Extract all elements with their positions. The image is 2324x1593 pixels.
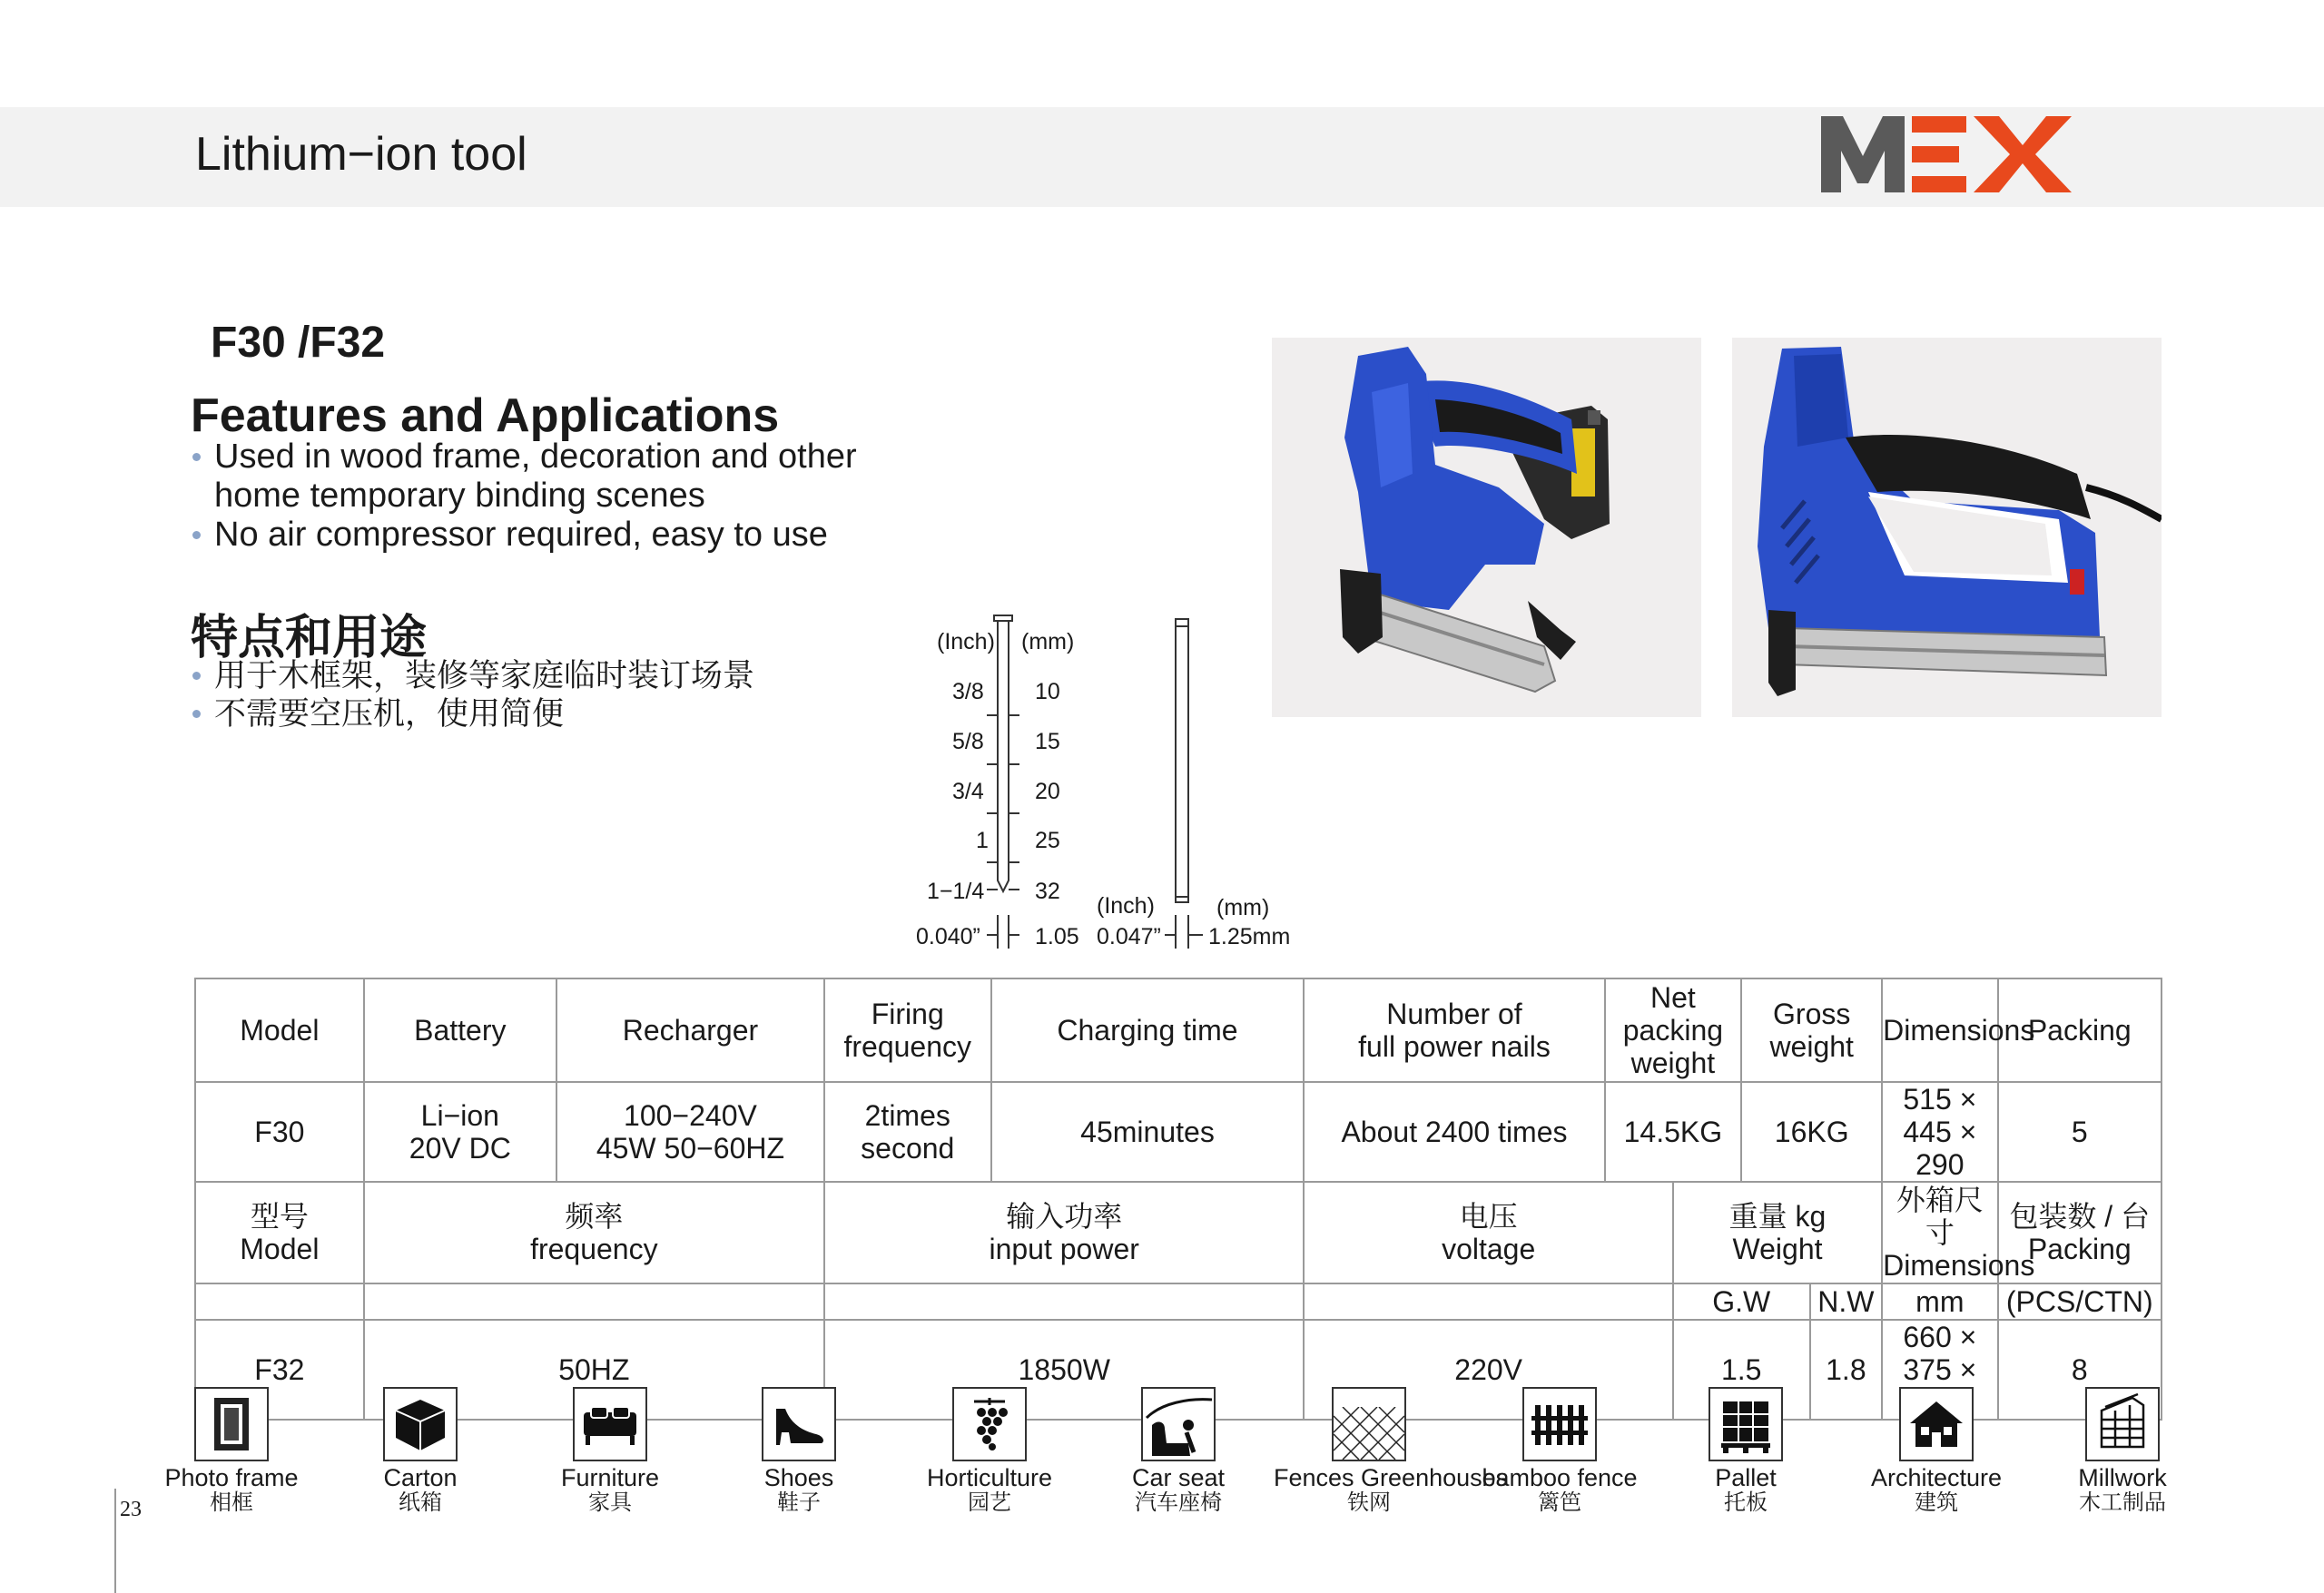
feature-cn-item: 用于木框架，装修等家庭临时装订场景 (192, 657, 754, 695)
electric-nailer-icon (1732, 338, 2162, 717)
f30-recharger: 100−240V 45W 50−60HZ (556, 1082, 824, 1182)
feature-item: No air compressor required, easy to use (192, 516, 857, 555)
f30-firing-frequency: 2times second (824, 1082, 991, 1182)
app-label-en: Shoes (763, 1464, 834, 1491)
app-architecture (1841, 1387, 2032, 1514)
f32-sub-gw: G.W (1673, 1283, 1810, 1320)
features-title: Features and Applications (191, 389, 780, 442)
brad-nail-shank (998, 621, 1009, 891)
app-label-en: bamboo fence (1482, 1464, 1638, 1491)
app-label-en: Pallet (1715, 1464, 1777, 1491)
app-label-zh: 纸箱 (399, 1490, 442, 1515)
features-cn-title: 特点和用途 (191, 611, 428, 665)
app-label-en: Horticulture (926, 1464, 1053, 1491)
f32-frequency: 50HZ (364, 1320, 824, 1420)
nail-mm-tick: 20 (1035, 779, 1060, 804)
shoes-icon (762, 1387, 836, 1461)
nail-inch-tick: 3/8 (952, 679, 984, 704)
app-label-en: Furniture (560, 1464, 660, 1491)
header-battery: Battery (364, 978, 556, 1082)
nail-mm-tick: 25 (1035, 828, 1060, 853)
app-bamboo-fence (1464, 1387, 1655, 1514)
page-title: Lithium−ion tool (195, 128, 527, 181)
header-packing: Packing (1998, 978, 2162, 1082)
f32-sub-nw: N.W (1810, 1283, 1883, 1320)
f32-nailer-photo (1732, 338, 2162, 717)
fence-icon (1332, 1387, 1406, 1461)
nail-mm-tick: 32 (1035, 879, 1060, 904)
staple-gauge-inch: 0.047” (1097, 924, 1161, 949)
header-model: Model (195, 978, 364, 1082)
f32-subheader-row (195, 1283, 2162, 1320)
header-firing-frequency: Firing frequency (824, 978, 991, 1082)
millwork-icon (2085, 1387, 2160, 1461)
header-dimensions: Dimensions (1882, 978, 1997, 1082)
f32-gw: 1.5 (1673, 1320, 1810, 1420)
applications-row (0, 1387, 2324, 1523)
app-fences-greenhouses (1274, 1387, 1509, 1515)
header-recharger: Recharger (556, 978, 824, 1082)
app-pallet (1650, 1387, 1841, 1514)
nail-gauge-inch: 0.040” (916, 924, 980, 949)
f32-voltage: 220V (1304, 1320, 1672, 1420)
nail-inch-tick: 1−1/4 (927, 879, 985, 904)
header-gross-weight: Gross weight (1741, 978, 1882, 1082)
spec-table (194, 978, 2162, 1421)
f32-nw: 1.8 (1810, 1320, 1883, 1420)
app-car-seat (1083, 1387, 1274, 1514)
app-label-en: Fences Greenhouses (1274, 1464, 1509, 1491)
app-label-en: Photo frame (164, 1464, 299, 1491)
f30-gross-weight: 16KG (1741, 1082, 1882, 1182)
app-horticulture (894, 1387, 1085, 1514)
app-photo-frame (136, 1387, 327, 1514)
app-millwork (2027, 1387, 2218, 1514)
nail-inch-tick: 1 (976, 828, 989, 853)
nail-inch-tick: 3/4 (952, 779, 984, 804)
feature-item: Used in wood frame, decoration and other home temporary binding scenes (192, 438, 857, 516)
f32-power: 1850W (824, 1320, 1304, 1420)
app-furniture (515, 1387, 705, 1514)
header-full-power-nails: Number of full power nails (1304, 978, 1604, 1082)
app-label-en: Car seat (1131, 1464, 1226, 1491)
app-label-zh: 家具 (588, 1490, 632, 1515)
furniture-icon (573, 1387, 647, 1461)
f32-model: F32 (195, 1320, 364, 1420)
f32-packing: 8 (1998, 1320, 2162, 1420)
app-label-zh: 托板 (1724, 1490, 1768, 1515)
bamboo-fence-icon (1522, 1387, 1597, 1461)
app-label-zh: 木工制品 (2079, 1490, 2166, 1515)
f30-full-power-nails: About 2400 times (1304, 1082, 1604, 1182)
f32-sub-pcs: (PCS/CTN) (1998, 1283, 2162, 1320)
app-label-zh: 建筑 (1915, 1490, 1958, 1515)
f32-dimensions: 660 × 375 × (1882, 1320, 1997, 1420)
f32-header-weight: 重量 kg Weight (1673, 1182, 1882, 1283)
f32-header-row (195, 1182, 2162, 1283)
f32-header-frequency: 频率 frequency (364, 1182, 824, 1283)
app-carton (325, 1387, 516, 1514)
app-label-zh: 汽车座椅 (1135, 1490, 1222, 1515)
f32-header-dimensions: 外箱尺寸 Dimensions (1883, 1184, 2035, 1282)
app-shoes (704, 1387, 894, 1514)
architecture-icon (1899, 1387, 1974, 1461)
f30-header-row (195, 978, 2162, 1082)
f32-header-model: 型号 Model (195, 1182, 364, 1283)
app-label-en: Millwork (2078, 1464, 2167, 1491)
f32-sub-mm: mm (1882, 1283, 1997, 1320)
f30-battery: Li−ion 20V DC (364, 1082, 556, 1182)
feature-cn-item: 不需要空压机，使用简便 (192, 695, 754, 733)
features-cn-list (192, 657, 754, 733)
mex-logo (1821, 113, 2072, 196)
f30-model: F30 (195, 1082, 364, 1182)
app-label-zh: 相框 (210, 1490, 253, 1515)
app-label-en: Carton (383, 1464, 458, 1491)
nail-inch-label: (Inch) (937, 629, 995, 654)
photo-frame-icon (194, 1387, 269, 1461)
nail-mm-tick: 15 (1035, 729, 1060, 754)
f30-charging-time: 45minutes (991, 1082, 1305, 1182)
f30-dimensions: 515 × 445 × 290 (1882, 1082, 1997, 1182)
cordless-nailer-icon (1272, 338, 1701, 717)
nail-mm-tick: 10 (1035, 679, 1060, 704)
nail-gauge-mm: 1.05 (1035, 924, 1079, 949)
f30-packing: 5 (1998, 1082, 2162, 1182)
app-label-en: Architecture (1870, 1464, 2003, 1491)
carton-icon (383, 1387, 458, 1461)
staple-mm-label: (mm) (1216, 895, 1270, 920)
header-net-weight: Net packing weight (1605, 978, 1742, 1082)
staple-gauge-mm: 1.25mm (1208, 924, 1291, 949)
page-number: 23 (120, 1498, 142, 1521)
page-margin-line (114, 1489, 116, 1593)
app-label-zh: 铁网 (1347, 1490, 1391, 1515)
app-label-zh: 鞋子 (777, 1490, 821, 1515)
header-charging-time: Charging time (991, 978, 1305, 1082)
model-title: F30 /F32 (211, 319, 386, 367)
f32-header-voltage: 电压 voltage (1304, 1182, 1672, 1283)
staple-inch-label: (Inch) (1097, 893, 1155, 919)
f30-data-row (195, 1082, 2162, 1182)
car-seat-icon (1141, 1387, 1216, 1461)
f30-net-weight: 14.5KG (1605, 1082, 1742, 1182)
horticulture-icon (952, 1387, 1027, 1461)
f32-header-packing: 包装数 / 台 Packing (1998, 1182, 2162, 1283)
nail-size-diagram (903, 608, 1312, 962)
f32-header-power: 输入功率 input power (824, 1182, 1304, 1283)
f30-nailer-photo (1272, 338, 1701, 717)
nail-mm-label: (mm) (1021, 629, 1075, 654)
app-label-zh: 篱笆 (1538, 1490, 1581, 1515)
nail-inch-tick: 5/8 (952, 729, 984, 754)
pallet-icon (1709, 1387, 1783, 1461)
app-label-zh: 园艺 (968, 1490, 1011, 1515)
features-list (192, 438, 857, 555)
staple-body (1176, 619, 1188, 902)
